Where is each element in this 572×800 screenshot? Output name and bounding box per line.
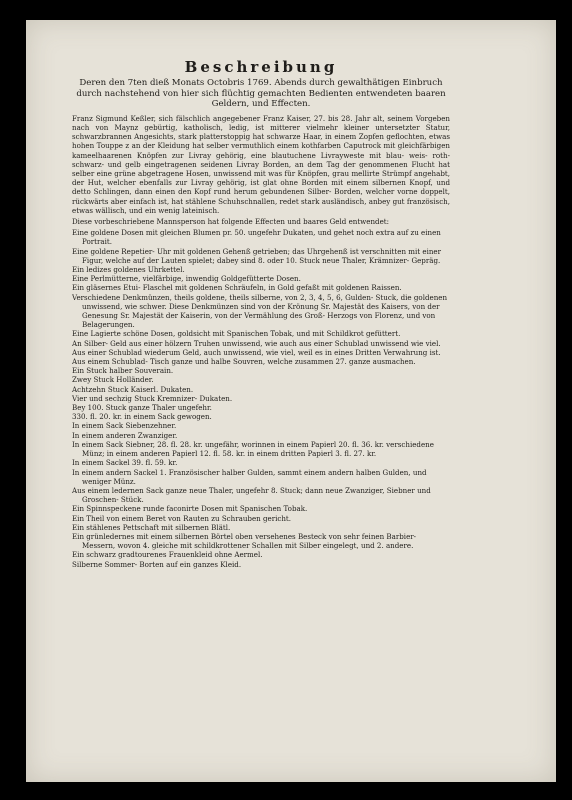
- list-item: In einem andern Sackel 1. Französischer halber Gulden, sammt einem andern halben Gulden, und weniger Münz.: [72, 467, 427, 486]
- list-item: Ein grünledernes mit einem silbernen Börtel oben versehenes Besteck von sehr feinen Barbier- Messern, wovon 4. gleiche mit schildkrottener Schallen mit Silber eingelegt, und 2. andere.: [72, 531, 417, 551]
- document-title: Beschreibung: [184, 58, 338, 76]
- list-item: In einem Sack Siebner, 28. fl. 28. kr. ungefähr, worinnen in einem Papierl 20. fl. 36. kr. verschiedene Münz; in einem anderen Papierl 12. fl. 58. kr. in einem dritten Papierl 3. fl. 27. kr.: [72, 439, 434, 459]
- list-item: Achtzehn Stuck Kaiserl. Dukaten.: [72, 384, 194, 394]
- list-item: Ein Spinnspeckene runde faconirte Dosen mit Spanischen Tobak.: [72, 504, 308, 514]
- list-item: Ein stählenes Pettschaft mit silbernen Blätl.: [72, 522, 231, 532]
- list-item: Ein Theil von einem Beret von Rauten zu Schrauben gericht.: [72, 513, 292, 523]
- list-item: Ein Stuck halber Souverain.: [72, 366, 174, 376]
- list-item: Silberne Sommer- Borten auf ein ganzes Kleid.: [72, 559, 242, 569]
- list-item: Zwey Stuck Holländer.: [72, 375, 154, 385]
- list-item: Eine goldene Dosen mit gleichen Blumen pr. 50. ungefehr Dukaten, und gehet noch extra auf zu einen Portrait.: [72, 228, 441, 247]
- list-item: Verschiedene Denkmünzen, theils goldene, theils silberne, von 2, 3, 4, 5, 6, Gulden- Stuck, die goldenen unwissend, wie schwer. Diese Denkmünzen sind von der Krönung Sr. Majestät des Kaisers, von der Genesung Sr. Majestät der Kaiserin, von der Vermählung des Groß- Herzogs von Florenz, und von Belagerungen.: [72, 292, 448, 330]
- list-item: Eine goldene Repetier- Uhr mit goldenen Gehenß getrieben; das Uhrgehenß ist verschnitten mit einer Figur, welche auf der Lauten spielet; dabey sind 8. oder 10. Stuck neue Thaler, Krämnizer- Gepräg.: [72, 246, 441, 265]
- list-item: Aus einem ledernen Sack ganze neue Thaler, ungefehr 8. Stuck; dann neue Zwanziger, Siebner und Groschen- Stück.: [72, 485, 431, 505]
- list-item: 330. fl. 20. kr. in einem Sack gewogen.: [72, 412, 212, 422]
- stolen-items-list: [72, 228, 450, 569]
- list-item: Eine Perlmütterne, vielfärbige, inwendig Goldgefütterte Dosen.: [72, 274, 301, 284]
- list-item: In einem Sack Siebenzehner.: [72, 421, 177, 431]
- list-item: Aus einem Schublad- Tisch ganze und halbe Souvren, welche zusammen 27. ganze ausmachen.: [72, 357, 416, 367]
- list-item: Ein ledizes goldenes Uhrkettel.: [72, 265, 185, 275]
- items-intro: Diese vorbeschriebene Mannsperson hat folgende Effecten und baares Geld entwendet:: [72, 217, 390, 227]
- document-text: [72, 58, 450, 569]
- document-heading: Deren den 7ten dieß Monats Octobris 1769. Abends durch gewalthätigen Einbruch durch nachstehend von hier sich flüchtig gemachten Bedienten entwendeten baaren Geldern, und Effecten.: [76, 78, 446, 110]
- list-item: Ein schwarz gradtourenes Frauenkleid ohne Aermel.: [72, 550, 263, 560]
- list-item: Bey 100. Stuck ganze Thaler ungefehr.: [72, 403, 212, 413]
- list-item: Vier und sechzig Stuck Kremnizer- Dukaten.: [72, 393, 233, 403]
- list-item: An Silber- Geld aus einer hölzern Truhen unwissend, wie auch aus einer Schublad unwissend wie viel.: [72, 338, 441, 348]
- list-item: Ein gläsernes Etui- Flaschel mit goldenen Schräufeln, in Gold gefaßt mit goldenen Raissen.: [72, 283, 402, 293]
- list-item: Aus einer Schublad wiederum Geld, auch unwissend, wie viel, weil es in eines Dritten Verwahrung ist.: [72, 347, 441, 357]
- list-item: In einem anderen Zwanziger.: [72, 430, 178, 440]
- person-description: Franz Sigmund Keßler, sich fälschlich angegebener Franz Kaiser, 27. bis 28. Jahr alt, seinem Vorgeben nach von Maynz gebürtig, katholisch, ledig, ist mitterer vielmehr kleiner untersetzter Statur, schwarzbrannen Angesichts, stark platterstoppig hat schwarze Haar, in einem Zopfen geflochten, etwas hohen Touppe z an der Kleidung hat selber vermuthlich einem kothfarben Caputrock mit gleichfärbigen kameelhaarenen Knöpfen zur Livray gehörig, eine blautuchene Livrayweste mit blau- weis- roth- schwarz- und gelb eingetragenen seidenen Livray Borden, an dem Tag der genommenen Flucht hat selber eine grüne abgetragene Hosen, unwissend mit was für Knöpfen, grau mellirte Strümpf angehabt, der Hut, welcher ebenfalls zur Livray gehörig, ist glat ohne Borden mit einem silbernen Knopf, und detto Schlingen, dann einen den Kopf rund herum gebundenen Silber- Borden, welcher vorne doppelt, rückwärts aber einfach ist, hat stählene Schuhschnallen, redet stark ausländisch, anbey gut französisch, etwas wällisch, und ein wenig lateinisch.: [72, 113, 450, 215]
- list-item: Eine Lagierte schöne Dosen, goldsicht mit Spanischen Tobak, und mit Schildkrot gefüttert.: [72, 329, 401, 339]
- list-item: In einem Sackel 39. fl. 59. kr.: [72, 458, 178, 468]
